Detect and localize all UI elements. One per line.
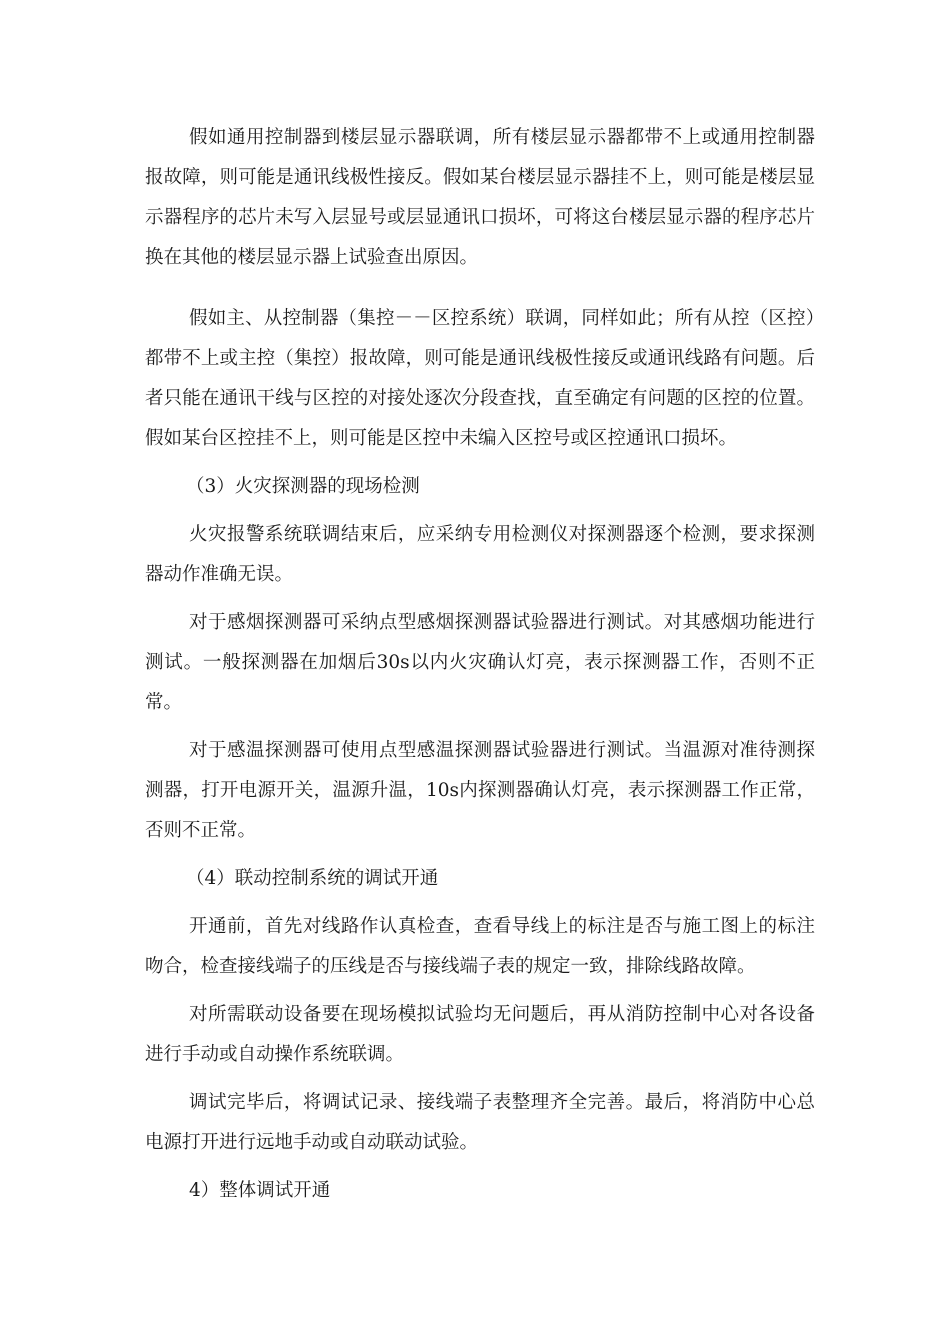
paragraph-linkage-equipment: 对所需联动设备要在现场模拟试验均无问题后，再从消防控制中心对各设备进行手动或自动操作系统联调。	[145, 1004, 815, 1065]
document-page	[145, 118, 815, 1211]
section-heading-detector-check: （3）火灾探测器的现场检测	[186, 476, 420, 497]
paragraph-heat-detector: 对于感温探测器可使用点型感温探测器试验器进行测试。当温源对准待测探测器，打开电源开关，温源升温，10s内探测器确认灯亮，表示探测器工作正常，否则不正常。	[145, 740, 815, 841]
section-heading-overall-debug: 4）整体调试开通	[189, 1180, 331, 1201]
paragraph-debug-complete: 调试完毕后，将调试记录、接线端子表整理齐全完善。最后，将消防中心总电源打开进行远地手动或自动联动试验。	[145, 1092, 815, 1153]
paragraph-smoke-detector: 对于感烟探测器可采纳点型感烟探测器试验器进行测试。对其感烟功能进行测试。一般探测器在加烟后30s以内火灾确认灯亮，表示探测器工作，否则不正常。	[145, 612, 815, 713]
paragraph-master-slave-test: 假如主、从控制器（集控－－区控系统）联调，同样如此；所有从控（区控）都带不上或主控（集控）报故障，则可能是通讯线极性接反或通讯线路有问题。后者只能在通讯干线与区控的对接处逐次分段查找，直至确定有问题的区控的位置。假如某台区控挂不上，则可能是区控中未编入区控号或区控通讯口损坏。	[145, 308, 815, 449]
section-heading-linkage-control: （4）联动控制系统的调试开通	[186, 868, 439, 889]
paragraph-floor-display-test: 假如通用控制器到楼层显示器联调，所有楼层显示器都带不上或通用控制器报故障，则可能是通讯线极性接反。假如某台楼层显示器挂不上，则可能是楼层显示器程序的芯片未写入层显号或层显通讯口损坏，可将这台楼层显示器的程序芯片换在其他的楼层显示器上试验查出原因。	[145, 127, 815, 268]
paragraph-detector-intro: 火灾报警系统联调结束后，应采纳专用检测仪对探测器逐个检测，要求探测器动作准确无误。	[145, 524, 815, 585]
paragraph-line-inspection: 开通前，首先对线路作认真检查，查看导线上的标注是否与施工图上的标注吻合，检查接线端子的压线是否与接线端子表的规定一致，排除线路故障。	[145, 916, 815, 977]
